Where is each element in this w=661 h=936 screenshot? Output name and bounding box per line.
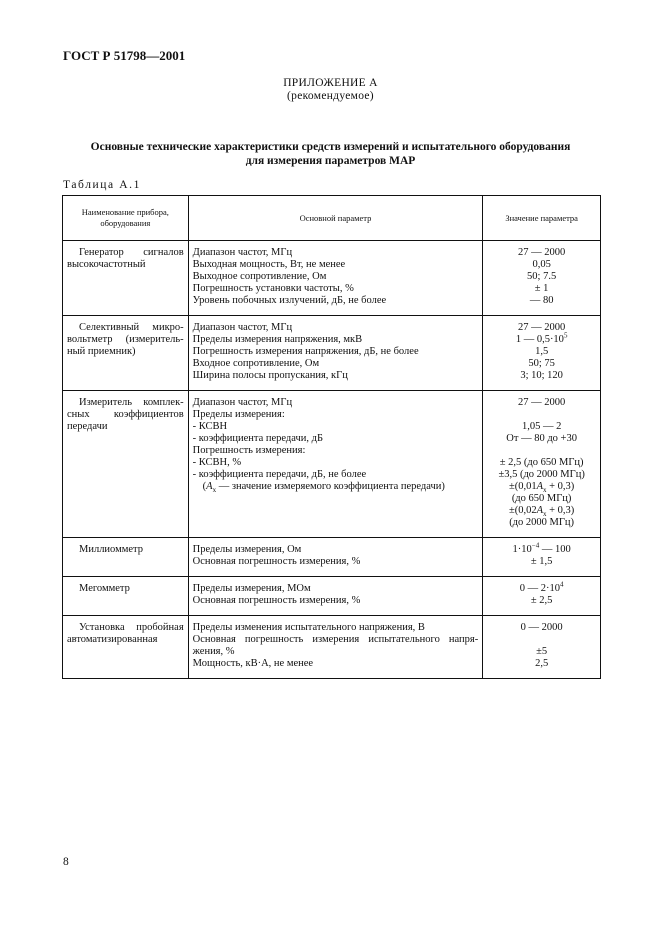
parameter-note: ($A_x$ — значение измеряемого коэффициента передачи) [202, 481, 445, 495]
parameter-line: - КСВН, % [192, 457, 242, 468]
value-line: ± 2,5 (до 650 МГц) [499, 457, 584, 468]
table-row [63, 577, 601, 616]
value-line: (до 2000 МГц) [509, 517, 575, 528]
value-exponent: 4 [560, 580, 564, 589]
device-name: Мегомметр [63, 577, 189, 616]
parameter-line: Погрешность измерения напряжения, дБ, не более [192, 346, 419, 357]
table-header-row [63, 196, 601, 241]
value-line: ±5 [536, 646, 548, 657]
value-line [487, 541, 596, 556]
parameter-line: Входное сопротивление, Ом [192, 358, 320, 369]
table-row [63, 616, 601, 679]
value-line: 27 — 2000 [518, 247, 566, 258]
table-row [63, 391, 601, 538]
device-name: Миллиомметр [63, 538, 189, 577]
parameter-cell [188, 391, 483, 538]
value-subscript: x [543, 486, 547, 495]
table-row [63, 241, 601, 316]
column-header-value: Значение параметра [483, 196, 601, 241]
parameter-line: Ширина полосы пропускания, кГц [192, 370, 348, 381]
specifications-table [62, 195, 601, 679]
parameter-line: Пределы измерения, Ом [192, 544, 302, 555]
value-cell [483, 577, 601, 616]
value-line: 50; 75 [528, 358, 555, 369]
parameter-line: Уровень побочных излучений, дБ, не более [192, 295, 387, 306]
parameter-line: Основная погрешность измерения испытательного напряжения, % [192, 634, 479, 657]
parameter-line: - коэффициента передачи, дБ, не более [192, 469, 367, 480]
value-line: ±3,5 (до 2000 МГц) [498, 469, 585, 480]
value-subscript: x [543, 510, 547, 519]
value-line: 27 — 2000 [518, 397, 566, 408]
parameter-line: Пределы измерения напряжения, мкВ [192, 334, 363, 345]
value-line: 50; 7.5 [527, 271, 557, 282]
value-symbol: A [536, 505, 543, 516]
parameter-cell [188, 538, 483, 577]
value-exponent: −4 [531, 541, 540, 550]
note-subscript: x [212, 486, 217, 495]
parameter-line: Основная погрешность измерения, % [192, 595, 361, 606]
parameter-line: Погрешность установки частоты, % [192, 283, 354, 294]
table-row [63, 316, 601, 391]
value-line: 0 — 2000 [520, 622, 563, 633]
value-line: ± 1,5 [530, 556, 553, 567]
document-code: ГОСТ Р 51798—2001 [63, 48, 186, 63]
value-line [487, 481, 596, 493]
document-title-line-2: для измерения параметров МАР [245, 155, 416, 167]
appendix-title: ПРИЛОЖЕНИЕ А [283, 77, 378, 89]
appendix-heading [0, 77, 661, 103]
value-text: + 0,3) [546, 481, 575, 492]
parameter-line: Диапазон частот, МГц [192, 247, 293, 258]
value-line: (до 650 МГц) [511, 493, 572, 504]
parameter-cell [188, 241, 483, 316]
value-text: ±(0,01 [508, 481, 537, 492]
table-label: Таблица А.1 [63, 179, 141, 191]
document-title [60, 140, 601, 168]
parameter-line: Диапазон частот, МГц [192, 397, 293, 408]
value-cell [483, 316, 601, 391]
value-line: 27 — 2000 [518, 322, 566, 333]
parameter-line: Основная погрешность измерения, % [192, 556, 361, 567]
parameter-line: Пределы измерения, МОм [192, 583, 311, 594]
device-name: Генератор сигналов высокочастотный [63, 241, 189, 316]
value-exponent: 5 [563, 331, 568, 340]
parameter-line: Пределы измерения: [192, 409, 285, 420]
value-line [487, 505, 596, 517]
value-cell [483, 241, 601, 316]
value-text: 1·10 [512, 544, 532, 555]
parameter-line: Погрешность измерения: [192, 445, 306, 456]
value-line [487, 409, 596, 421]
value-line [487, 580, 596, 595]
value-line: 1,05 — 2 [521, 421, 562, 432]
value-line [487, 634, 596, 646]
value-line: 1,5 [535, 346, 549, 357]
value-line [487, 445, 596, 457]
note-symbol: A [206, 481, 213, 492]
device-name: Измеритель комплексных коэффициентов передачи [63, 391, 189, 538]
value-line [487, 331, 596, 346]
value-line: ± 1 [534, 283, 549, 294]
value-text: ±(0,02 [508, 505, 537, 516]
value-text: + 0,3) [546, 505, 575, 516]
value-line: — 80 [529, 295, 554, 306]
value-line: ± 2,5 [530, 595, 553, 606]
parameter-cell [188, 316, 483, 391]
value-line: 3; 10; 120 [520, 370, 563, 381]
appendix-subtitle: (рекомендуемое) [287, 90, 374, 102]
parameter-line: Пределы изменения испытательного напряжения, В [192, 622, 425, 633]
column-header-device: Наименование прибора, оборудования [63, 196, 189, 241]
value-line: 2,5 [535, 658, 549, 669]
value-cell [483, 538, 601, 577]
device-name: Селективный микровольтметр (измерительный приемник) [63, 316, 189, 391]
parameter-line: Мощность, кВ·А, не менее [192, 658, 314, 669]
value-text: 0 — 2·10 [519, 583, 560, 594]
column-header-parameter: Основной параметр [188, 196, 483, 241]
value-line: От — 80 до +30 [506, 433, 577, 444]
parameter-line: Выходное сопротивление, Ом [192, 271, 327, 282]
value-symbol: A [536, 481, 543, 492]
parameter-cell [188, 616, 483, 679]
parameter-line: - КСВН [192, 421, 228, 432]
device-name: Установка пробойная автоматизированная [63, 616, 189, 679]
value-cell [483, 391, 601, 538]
table-row [63, 538, 601, 577]
value-line: 0,05 [532, 259, 551, 270]
parameter-line: Диапазон частот, МГц [192, 322, 293, 333]
value-cell [483, 616, 601, 679]
value-text: — 100 [539, 544, 571, 555]
parameter-cell [188, 577, 483, 616]
parameter-line: Выходная мощность, Вт, не менее [192, 259, 346, 270]
page-number: 8 [63, 856, 69, 868]
parameter-line: - коэффициента передачи, дБ [192, 433, 324, 444]
value-text: 1 — 0,5·10 [515, 334, 564, 345]
document-title-line-1: Основные технические характеристики средств измерений и испытательного оборудования [90, 141, 571, 153]
note-text: — значение измеряемого коэффициента передачи) [216, 481, 445, 492]
